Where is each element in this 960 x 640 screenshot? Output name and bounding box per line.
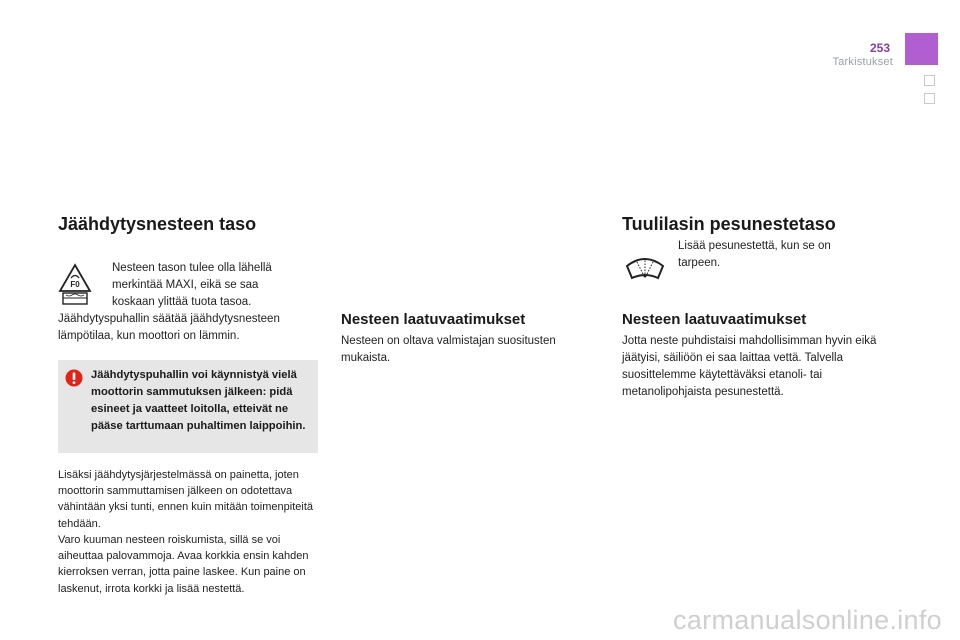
fluid-spec-text: Nesteen on oltava valmistajan suositusten mukaista. (341, 335, 556, 364)
chapter-tab-active[interactable] (905, 33, 938, 65)
hot-fluid-text: Varo kuuman nesteen roiskumista, sillä se voi aiheuttaa palovammoja. Avaa korkkia ensin kahden kierroksen verran, jotta paine laskee. Kun paine on laskenut, irrota korkki ja lisää nestettä. (58, 534, 309, 595)
section-title: Tarkistukset (832, 56, 893, 68)
warning-icon (65, 369, 83, 387)
pressure-text: Lisäksi jäähdytysjärjestelmässä on painetta, joten moottorin sammuttamisen jälkeen on odotettava vähintään yksi tunti, ennen kuin mitään toimenpiteitä tehdään. (58, 469, 313, 530)
coolant-reservoir-icon (57, 262, 93, 306)
svg-text:F0: F0 (70, 280, 80, 289)
washer-spec-text: Jotta neste puhdistaisi mahdollisimman hyvin eikä jäätyisi, säiliöön ei saa laittaa vettä. Talvella suosittelemme käytettäväksi etanoli- tai metanolipohjaista pesunestettä. (622, 335, 877, 398)
coolant-level-title: Jäähdytysnesteen taso (58, 214, 257, 234)
windscreen-washer-icon (624, 248, 666, 282)
fluid-spec-subtitle: Nesteen laatuvaatimukset (341, 311, 526, 328)
chapter-tab[interactable] (924, 75, 935, 86)
coolant-level-text: Nesteen tason tulee olla lähellä merkintää MAXI, eikä se saa koskaan ylittää tuota tasoa. (112, 262, 272, 308)
washer-spec-subtitle: Nesteen laatuvaatimukset (622, 311, 807, 328)
watermark: carmanualsonline.info (673, 605, 942, 635)
warning-text: Jäähdytyspuhallin voi käynnistyä vielä moottorin sammutuksen jälkeen: pidä esineet ja vaatteet loitolla, etteivät ne pääse tarttumaan puhaltimen laippoihin. (91, 369, 306, 432)
washer-add-text: Lisää pesunestettä, kun se on tarpeen. (678, 240, 831, 269)
washer-fluid-title: Tuulilasin pesunestetaso (622, 214, 836, 234)
chapter-tab[interactable] (924, 93, 935, 104)
cooling-fan-text: Jäähdytyspuhallin säätää jäähdytysnesteen lämpötilaa, kun moottori on lämmin. (58, 313, 280, 342)
page-number: 253 (869, 41, 890, 55)
